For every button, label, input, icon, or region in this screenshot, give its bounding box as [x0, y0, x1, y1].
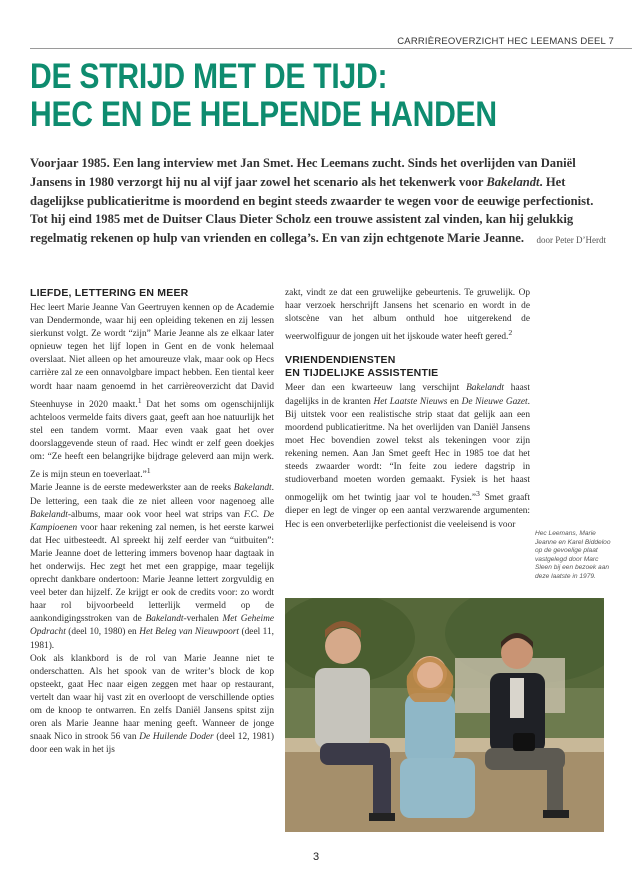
intro-italic: Bakelandt — [486, 174, 540, 189]
photo-illustration — [285, 598, 604, 832]
byline: door Peter D’Herdt — [536, 235, 606, 246]
body-paragraph: Marie Jeanne is de eerste medewerkster aan de reeks Bakelandt. De lettering, een taak die ze niet alleen voor nagenoeg alle Bakelandt-albums, maar ook voor heel wat strips van F.C. De Kampioenen voor haar rekening zal nemen, is het eerste karwei dat Hec uitbesteedt. Al spreekt hij zelf eerder van “uitbuiten”: Marie Jeanne doet de lettering immers bovenop haar dagtaak in het onderwijs. Hec zegt het met een grappige, maar tegelijk oprecht dankbare ondertoon: Marie Jeanne lettert zorgvuldig en veel beter dan hijzelf. Ze krijgt er ook de credits voor: zo wordt haar rol bijvoorbeeld letterlijk vermeld op de aankondigingsstroken van de Bakelandt-verhalen Met Geheime Opdracht (deel 10, 1980) en Het Beleg van Nieuwpoort (deel 11, 1981). — [30, 483, 274, 651]
body-paragraph: Meer dan een kwarteeuw lang verschijnt Bakelandt haast dagelijks in de kranten Het Laatste Nieuws en De Nieuwe Gazet. Bij uitstek voor een realistische strip staat dat gelijk aan een moordend publicatieritme. Na het overlijden van Daniël Jansens moet Hec bovendien zowel tekst als tekeningen voor zijn rekening nemen. Aan Jan Smet geeft Hec in 1985 toe dat het steeds zwaarder wordt: “In feite zou iedere dagstrip in studioverband moeten worden gemaakt. Fysiek is het haast onmogelijk om het twintig jaar vol te houden.”$^3$ Smet graaft dieper en legt de vinger op een aantal verzwarende argumenten: Hec is een onverbeterlijke perfectionist die veeleisend is voor — [285, 383, 531, 530]
intro-text: . Het dagelijkse publicatieritme is moordend en begint steeds zwaarder te wegen voor de eeuwige perfectionist. Tot hij eind 1985 met de Duitser Claus Dieter Scholz een trouwe assistent zal vinden, kan hij gelukkig regelmatig rekenen op hulp van vrienden en collega’s. En van zijn echtgenote Marie Jeanne. — [30, 174, 594, 246]
column-right — [285, 287, 530, 532]
body-paragraph: Hec leert Marie Jeanne Van Geertruyen kennen op de Academie van Dendermonde, waar hij een opleiding tekenen en zij lessen sierkunst volgt. Ze wordt “zijn” Marie Jeanne als ze elkaar later opnieuw tegen het lijf lopen in Gent en de vonk helemaal overslaat. Niet alleen op het amoureuze vlak, maar ook op Hecs carrière zal ze een onnavolgbare impact hebben. Een tiental keer wordt haar naam genoemd in het carrièreoverzicht dat David Steenhuyse in 2020 maakt.$^1$ Dat het soms om ogenschijnlijk achteloos vermelde faits divers gaat, geeft aan hoe natuurlijk het stel een tandem vormt. Maar even vaak gaat het over doorslaggevende steun of raad. Hec windt er zelf geen doekjes om: “Ze heeft een belangrijke bijdrage geleverd aan mijn werk. Ze is mijn steun en toeverlaat.”$^1$ — [30, 303, 274, 481]
body-paragraph: zakt, vindt ze dat een gruwelijke gebeurtenis. Te gruwelijk. Op haar verzoek herschrijft Jansens het scenario en wordt in de slotscène van het album onthuld hoe uitgerekend de weerwolfiguur de jongen uit het ijskoude water heeft gered.$^2$ — [285, 288, 530, 343]
section-heading: VRIENDENDIENSTEN EN TIJDELIJKE ASSISTENTIE — [285, 354, 439, 380]
title-line-2: HEC EN DE HELPENDE HANDEN — [30, 95, 497, 134]
column-left — [30, 287, 274, 757]
section-heading: LIEFDE, LETTERING EN MEER — [30, 287, 189, 299]
photo-caption: Hec Leemans, Marie Jeanne en Karel Biddeloo op de gevoelige plaat vastgelegd door Marc Sleen bij een bezoek aan deze laatste in 1979. — [535, 530, 611, 580]
intro-text: Voorjaar 1985. Een lang interview met Jan Smet. Hec Leemans zucht. Sinds het overlijden van Daniël Jansens in 1980 verzorgt hij nu al vijf jaar zowel het scenario als het tekenwerk voor — [30, 156, 576, 189]
intro-paragraph — [30, 154, 606, 250]
header-rule — [30, 48, 632, 49]
page-number: 3 — [312, 851, 320, 863]
title-line-1: DE STRIJD MET DE TIJD: — [30, 57, 388, 96]
running-head: CARRIÈREOVERZICHT HEC LEEMANS DEEL 7 — [397, 36, 614, 47]
body-paragraph: Ook als klankbord is de rol van Marie Jeanne niet te onderschatten. Als het spook van de writer’s block de kop opsteekt, gaat Hec naar eigen zeggen met haar op restaurant, vertelt dan waar hij vast zit en overloopt de verschillende opties om de knoop te ontwarren. En zelfs Daniël Jansens spitst zijn oren als Marie Jeanne haar mening geeft. Wanneer de jonge snaak Nico in strook 56 van De Huilende Doder (deel 12, 1981) door een wak in het ijs — [30, 653, 274, 756]
article-title — [30, 58, 537, 134]
photo-hec-marie-jeanne-karel — [285, 598, 604, 832]
